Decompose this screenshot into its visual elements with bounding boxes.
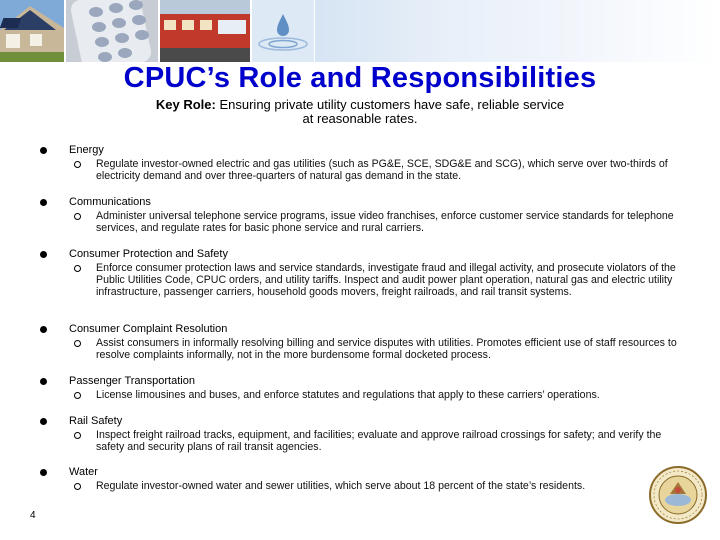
section-heading: Rail Safety — [69, 415, 123, 427]
water-drop-photo — [252, 0, 314, 62]
key-role-label: Key Role: — [155, 97, 216, 112]
bullet-icon — [40, 418, 47, 425]
header-banner — [0, 0, 720, 62]
house-solar-photo — [0, 0, 64, 62]
bullet-icon — [40, 469, 47, 476]
bullet-icon — [40, 199, 47, 206]
phone-keypad-photo — [66, 0, 158, 62]
sub-bullet-icon — [74, 213, 81, 220]
sub-bullet-icon — [74, 265, 81, 272]
key-role — [150, 98, 570, 126]
page-title: CPUC’s Role and Responsibilities — [123, 62, 597, 94]
train-photo — [160, 0, 250, 62]
bullet-icon — [40, 251, 47, 258]
section-heading: Communications — [69, 196, 151, 208]
section-heading: Consumer Complaint Resolution — [69, 323, 228, 335]
bullet-icon — [40, 147, 47, 154]
sub-bullet-icon — [74, 340, 81, 347]
section-heading: Water — [69, 466, 98, 478]
section-description: License limousines and buses, and enforce statutes and regulations that apply to these carriers’ operations. — [96, 389, 600, 401]
cpuc-seal-icon — [648, 464, 708, 526]
section-heading: Consumer Protection and Safety — [69, 248, 228, 260]
section-description: Enforce consumer protection laws and service standards, investigate fraud and illegal activity, and prosecute violators of the Public Utilities Code, CPUC orders, and utility tariffs. Inspect and audit power plant operation, natural gas and electric utility infrastructure, passenger carriers, household goods movers, freight railroads, and rail transit systems. — [96, 262, 676, 298]
bullet-icon — [40, 326, 47, 333]
section-description: Inspect freight railroad tracks, equipment, and facilities; evaluate and approve railroad crossings for safety; and verify the safety and security plans of rail transit agencies. — [96, 429, 662, 453]
sub-bullet-icon — [74, 432, 81, 439]
key-role-text: Ensuring private utility customers have safe, reliable service at reasonable rates. — [219, 97, 565, 126]
section-description: Assist consumers in informally resolving billing and service disputes with utilities. Promotes efficient use of staff resources to resolve complaints informally, not in the more burdensome formal docketed process. — [96, 337, 677, 361]
section-description: Regulate investor-owned water and sewer utilities, which serve about 18 percent of the state’s residents. — [96, 480, 586, 492]
sub-bullet-icon — [74, 483, 81, 490]
sub-bullet-icon — [74, 392, 81, 399]
section-heading: Energy — [69, 144, 104, 156]
banner-gradient — [315, 0, 720, 62]
page-number: 4 — [30, 510, 36, 521]
section-heading: Passenger Transportation — [69, 375, 195, 387]
bullet-icon — [40, 378, 47, 385]
section-description: Administer universal telephone service programs, issue video franchises, enforce customer service standards for telephone services, and regulate rates for basic phone service and rural carriers. — [96, 210, 674, 234]
section-description: Regulate investor-owned electric and gas utilities (such as PG&E, SCE, SDG&E and SCG), which serve over two-thirds of electricity demand and over three-quarters of natural gas demand in the state. — [96, 158, 668, 182]
sub-bullet-icon — [74, 161, 81, 168]
